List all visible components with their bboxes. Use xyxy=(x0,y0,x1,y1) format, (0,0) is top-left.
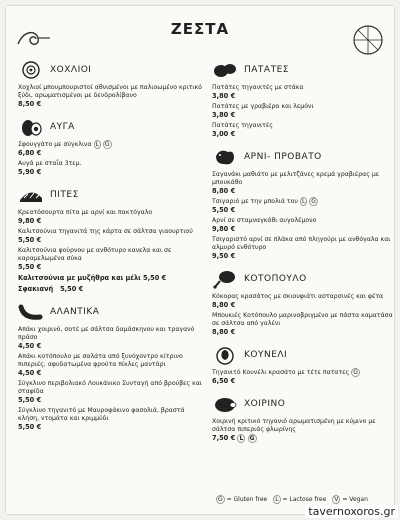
eggs-icon xyxy=(18,116,44,138)
chicken-leg-icon xyxy=(212,268,238,290)
menu-price: 5,50 € xyxy=(18,236,42,244)
section-eggs xyxy=(18,115,204,177)
section-snails xyxy=(18,58,204,109)
menu-price: 8,50 € xyxy=(18,100,42,108)
gluten-free-icon: G xyxy=(311,198,316,205)
snail-icon xyxy=(18,59,44,81)
menu-price: 3,00 € xyxy=(212,130,236,138)
menu-price: 3,80 € xyxy=(212,92,236,100)
menu-price: 5,90 € xyxy=(18,168,42,176)
section-title: ΠΑΤΑΤΕΣ xyxy=(244,65,289,75)
menu-item: Αυγά με σταΐα 3τεμ. xyxy=(18,160,82,167)
menu-price: 7,50 € L G xyxy=(212,434,255,442)
menu-page xyxy=(6,6,394,514)
section-title: ΚΟΤΟΠΟΥΛΟ xyxy=(244,274,307,284)
section-pies xyxy=(18,183,204,294)
right-column xyxy=(212,58,398,449)
section-title: ΧΟΙΡΙΝΟ xyxy=(244,399,286,409)
section-rabbit xyxy=(212,343,398,386)
menu-item: Κρεατόσουρτα πίτα με αρνί και πακτόγαλο xyxy=(18,209,153,216)
menu-price: 9,80 € xyxy=(212,225,236,233)
lactose-free-icon: L xyxy=(239,435,244,442)
menu-item: Χοχλιοί μπουμπουριστοί αθνισμένοι με παλιοωμένο κριτικό ξύδι, αρωματισμένοι με δενδρολίβανο xyxy=(18,84,202,99)
menu-price: 5,50 € xyxy=(212,206,236,214)
menu-item: Πατάτες με γραβιέρα και λεμόνι xyxy=(212,103,314,110)
pie-icon xyxy=(18,184,44,206)
menu-item: Καλιτσούνια τηγανιτά της κάρτα σε σάλτσα γιαουρτιού xyxy=(18,228,193,235)
section-title: ΑΛΑΝΤΙΚΑ xyxy=(50,307,100,317)
section-pork xyxy=(212,392,398,443)
page-title: ΖΕΣΤΑ xyxy=(170,20,230,38)
menu-price: 3,80 € xyxy=(212,111,236,119)
menu-item: Σύγκλινο περιβολιακό Λουκάνικο Συνταγή από βρούβες και σταφίδα xyxy=(18,380,202,395)
section-sausages xyxy=(18,300,204,432)
section-title: ΧΟΧΛΙΟΙ xyxy=(50,65,92,75)
lactose-free-icon: L xyxy=(275,496,279,503)
section-title: ΠΙΤΕΣ xyxy=(50,190,79,200)
menu-price: 6,50 € xyxy=(212,377,236,385)
menu-item: Καλιτσούνια φούρνου με ανθότυρο κανελα και σε καραμελωμένα σύκα xyxy=(18,247,172,262)
sausage-icon xyxy=(18,301,44,323)
menu-item: Μπουκιές Κοτόπουλο μαρινοβριγμένο με πάστα καματάσα σε σάλτσα από γαλένι xyxy=(212,312,393,327)
left-column xyxy=(18,58,204,438)
vegan-icon: V xyxy=(334,496,339,503)
menu-price: 8,80 € xyxy=(212,301,236,309)
menu-price: 6,80 € xyxy=(18,149,42,157)
menu-item: Σφουγγάτο με σύγκλινα L G xyxy=(18,141,110,148)
menu-price: 5,50 € xyxy=(18,423,42,431)
section-title: ΑΡΝΙ- ΠΡΟΒΑΤΟ xyxy=(244,152,322,162)
section-lamb xyxy=(212,145,398,261)
gluten-free-icon: G xyxy=(104,141,110,148)
menu-price: 8,80 € xyxy=(212,187,236,195)
menu-price: 5,50 € xyxy=(18,263,42,271)
menu-price: 8,80 € xyxy=(212,328,236,336)
menu-item: Απάκι κοτόπουλο με σαλάτα από ξυνόχοντρο κίτρινο πιπεριές, αφυδατωμένα φρούτα πίκλες μαντάρι xyxy=(18,353,183,368)
menu-item: Καλιτσούνια με μυζήθρα και μέλι 5,50 € xyxy=(18,274,167,282)
lamb-icon xyxy=(212,146,238,168)
menu-price: 9,50 € xyxy=(212,252,236,260)
section-potatoes xyxy=(212,58,398,139)
wheel-icon xyxy=(352,24,384,56)
menu-item: Τσιγαριό με την μπολιά του L G xyxy=(212,198,316,205)
menu-item: Σύγκλινο τηγανιτό με Μαυροφάκινο φασολιά, βραστά κλήση, ντομάτα και κριμμύδι xyxy=(18,407,185,422)
menu-item: Κόκορας κρασάτος με σκιουφιάτι ασταρσινές και φέτα xyxy=(212,293,384,300)
menu-item: Αρνί σε σταμναγκάθι αυγολέμονο xyxy=(212,217,317,224)
menu-item: Πατάτες τηγανιτές με στάκα xyxy=(212,84,304,91)
rabbit-icon xyxy=(212,344,238,366)
menu-item: Σαγανάκι μαθιάτο με μελιτζάνες κρεμά γραβιέρας με μπουκάθο xyxy=(212,171,380,186)
menu-item: Απάκι χοιρινό, σοτέ με σάλτσα δαμάσκηνου και τραγανό πράσο xyxy=(18,326,195,341)
section-title: ΚΟΥΝΕΛΙ xyxy=(244,350,288,360)
potatoes-icon xyxy=(212,59,238,81)
menu-price: 4,50 € xyxy=(18,342,42,350)
gluten-free-icon: G xyxy=(353,369,358,376)
site-watermark: tavernoxoros.gr xyxy=(305,505,398,518)
menu-item: Σφακιανή 5,50 € xyxy=(18,285,84,293)
dietary-legend: G = Gluten free L = Lactose free V = Vegan xyxy=(218,496,368,503)
pig-icon xyxy=(212,393,238,415)
lactose-free-icon: L xyxy=(301,198,306,205)
menu-item: Πατάτες τηγανιτές xyxy=(212,122,273,129)
menu-price: 5,50 € xyxy=(18,396,42,404)
menu-price: 4,50 € xyxy=(18,369,42,377)
lactose-free-icon: L xyxy=(95,141,99,148)
section-chicken xyxy=(212,267,398,337)
gluten-free-icon: G xyxy=(249,435,255,442)
menu-item: Χοιρινή κριτικό τηγανιό αρωματισμένη με κύμινο με σάλτσα πιπεριάς φλωρίνης xyxy=(212,418,376,433)
menu-item: Τσιγαριστό αρνί σε πλάκα από πληγούρι με ανθόγαλα και αλμυρό ενθότυρο xyxy=(212,236,391,251)
gluten-free-icon: G xyxy=(218,496,223,503)
menu-price: 9,80 € xyxy=(18,217,42,225)
section-title: ΑΥΓΑ xyxy=(50,122,75,132)
menu-item: Τηγανιτό Κουνέλι κρασάτο με τέτε πατατες G xyxy=(212,369,358,376)
